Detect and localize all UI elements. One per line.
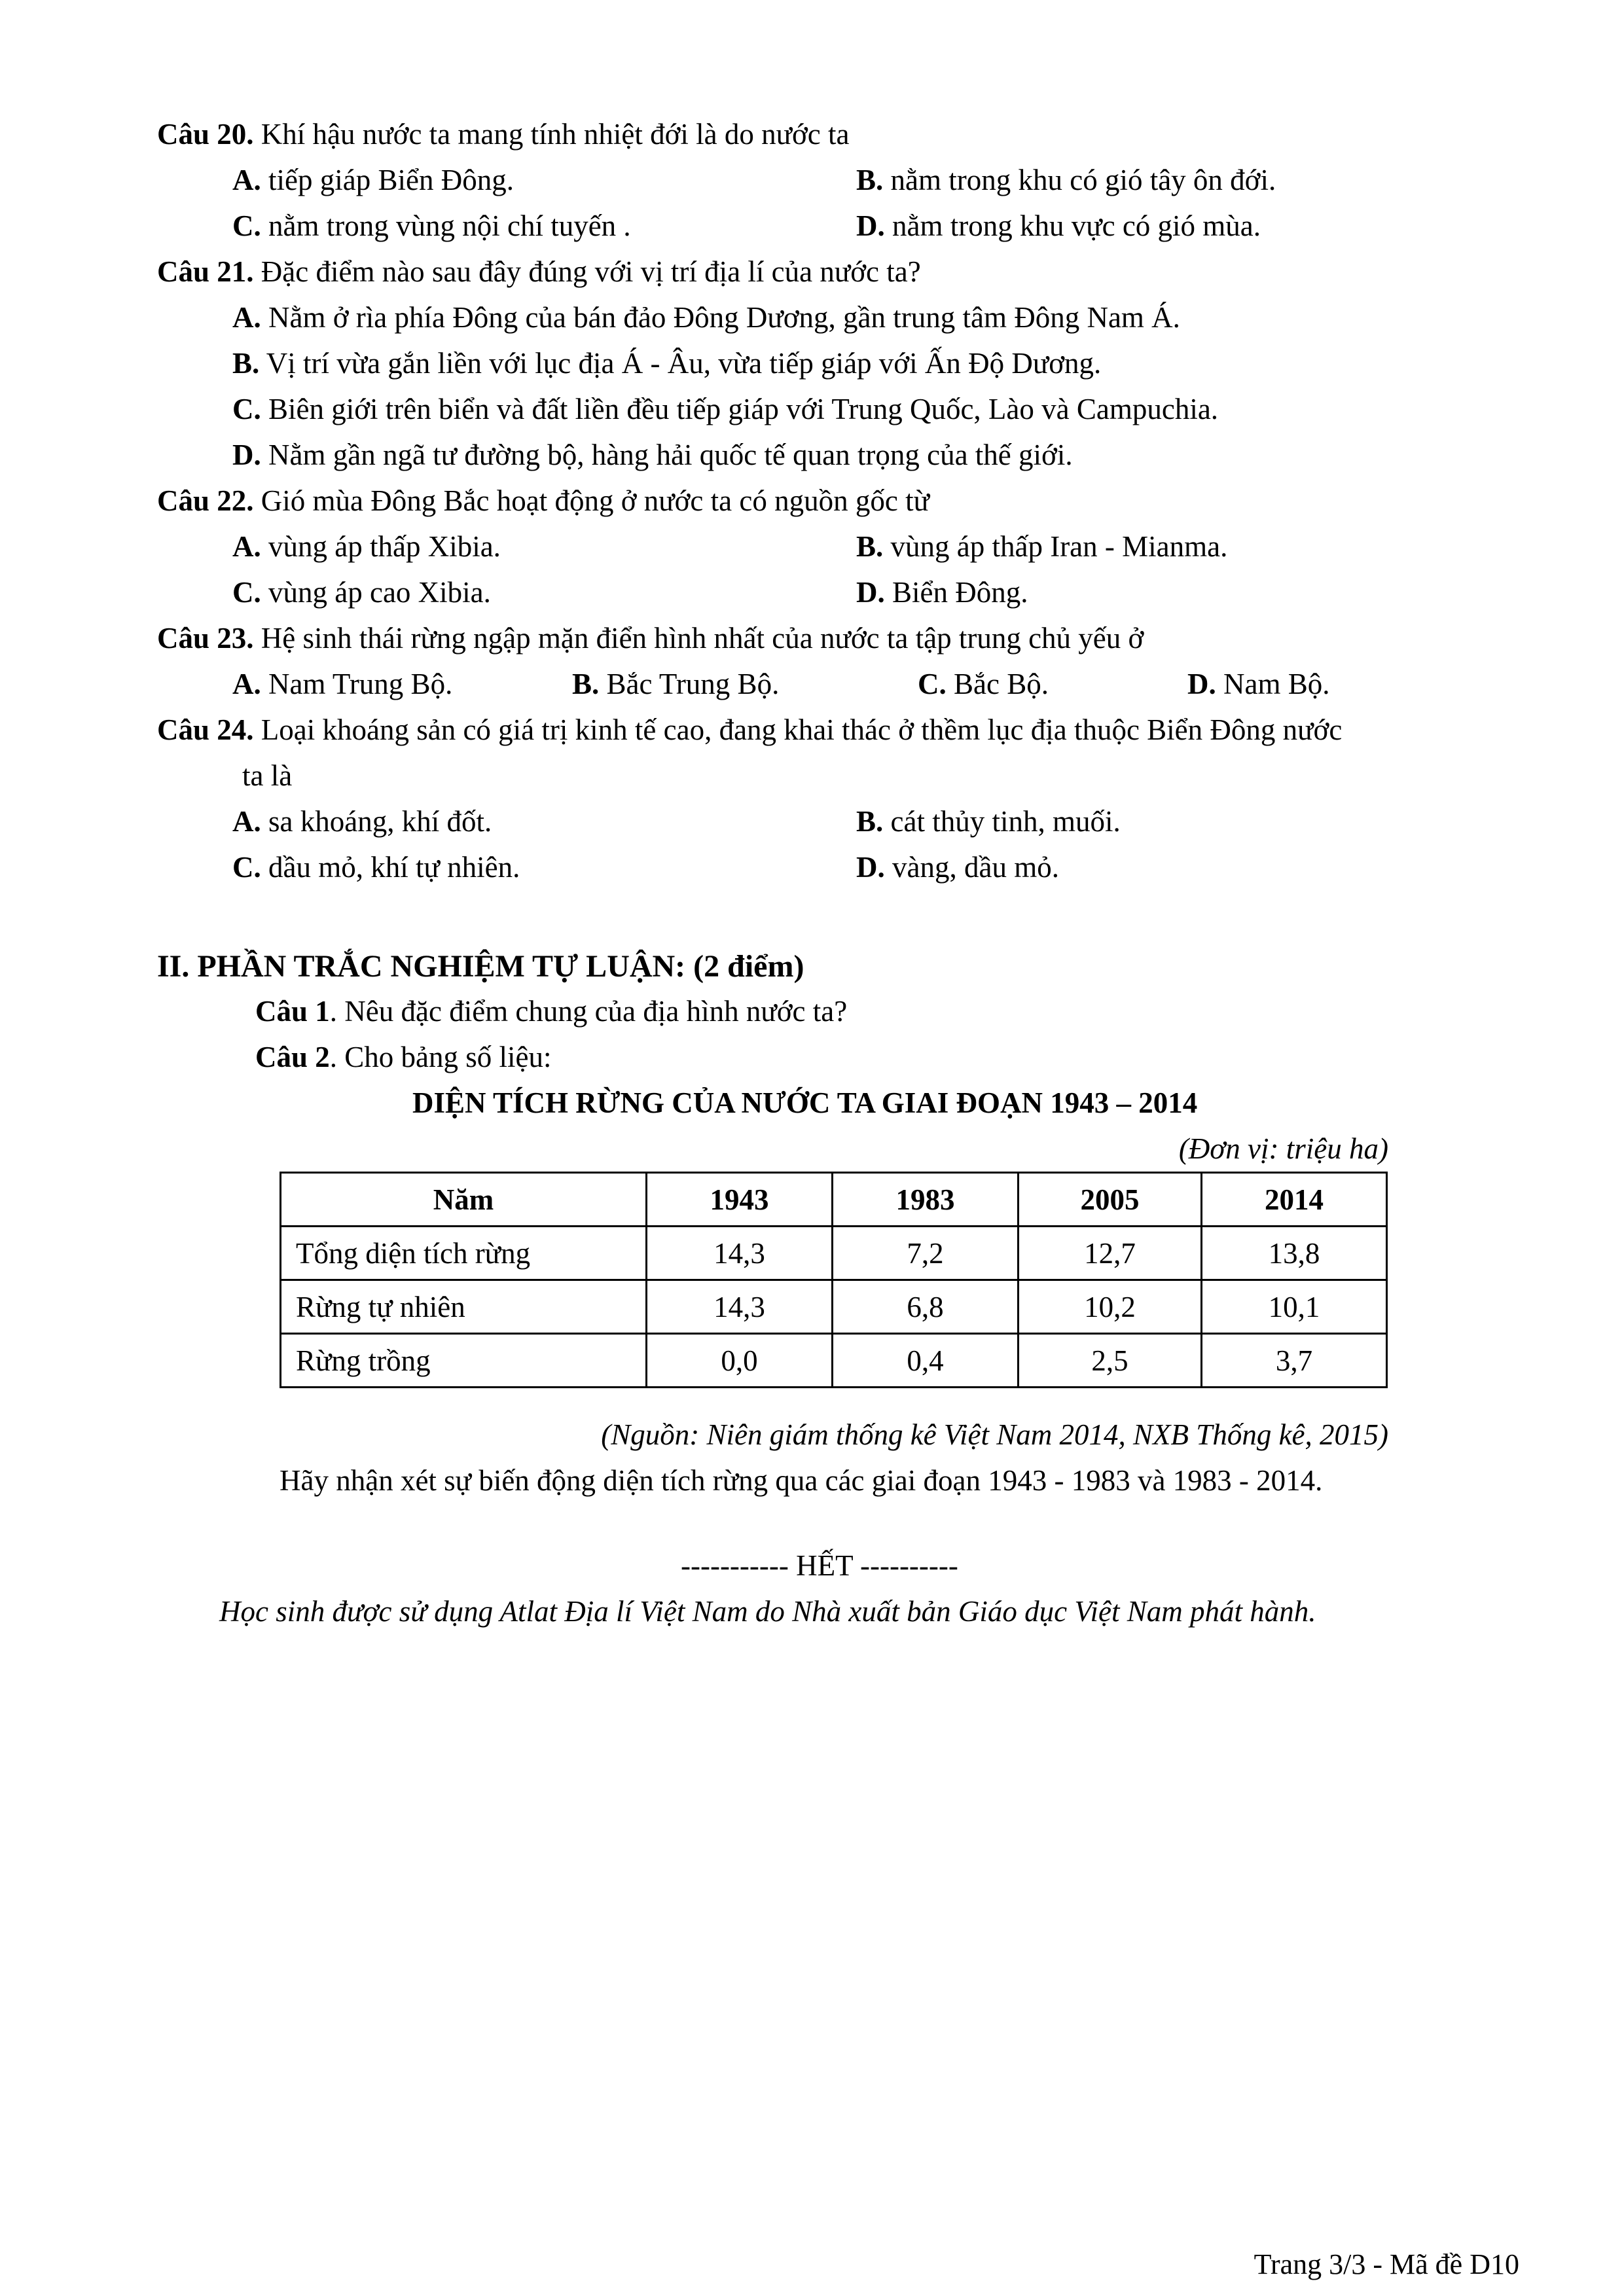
table-cell: 10,1 — [1202, 1280, 1387, 1334]
option-c[interactable]: C. Bắc Bộ. — [918, 668, 1049, 700]
essay-instruction: Hãy nhận xét sự biến động diện tích rừng qua các giai đoạn 1943 - 1983 và 1983 - 2014. — [280, 1464, 1323, 1497]
option-c[interactable]: C. vùng áp cao Xibia. — [232, 576, 491, 609]
table-source: (Nguồn: Niên giám thống kê Việt Nam 2014, NXB Thống kê, 2015) — [601, 1418, 1388, 1451]
table-cell: 14,3 — [647, 1227, 833, 1280]
option-c[interactable]: C. dầu mỏ, khí tự nhiên. — [232, 851, 520, 884]
question-20 — [157, 120, 850, 149]
option-d[interactable]: D. nằm trong khu vực có gió mùa. — [856, 209, 1261, 242]
question-24 — [157, 715, 1342, 745]
option-a[interactable]: A. vùng áp thấp Xibia. — [232, 530, 501, 563]
end-mark: ----------- HẾT ---------- — [681, 1549, 958, 1582]
option-c[interactable]: C. nằm trong vùng nội chí tuyến . — [232, 209, 631, 242]
option-d[interactable]: D. Nam Bộ. — [1187, 668, 1330, 700]
table-cell: 12,7 — [1019, 1227, 1202, 1280]
essay-question-2: Câu 2. Cho bảng số liệu: — [255, 1041, 552, 1073]
question-label: Câu 22. — [157, 484, 254, 517]
table-unit: (Đơn vị: triệu ha) — [1178, 1132, 1388, 1165]
question-text: Loại khoáng sản có giá trị kinh tế cao, đang khai thác ở thềm lục địa thuộc Biển Đông nước — [253, 713, 1343, 746]
table-title: DIỆN TÍCH RỪNG CỦA NƯỚC TA GIAI ĐOẠN 1943 – 2014 — [412, 1086, 1198, 1119]
question-21 — [157, 257, 921, 287]
option-a[interactable]: A. Nằm ở rìa phía Đông của bán đảo Đông Dương, gần trung tâm Đông Nam Á. — [232, 301, 1180, 334]
option-b[interactable]: B. cát thủy tinh, muối. — [856, 805, 1121, 838]
table-row — [281, 1227, 1387, 1280]
table-cell: 6,8 — [833, 1280, 1019, 1334]
question-label: Câu 21. — [157, 255, 254, 288]
header-cell: 2005 — [1019, 1173, 1202, 1227]
question-text-continued: ta là — [242, 759, 293, 792]
header-cell: 1943 — [647, 1173, 833, 1227]
question-label: Câu 23. — [157, 622, 254, 655]
table-cell: 0,4 — [833, 1334, 1019, 1388]
table-row — [281, 1334, 1387, 1388]
question-text: Đặc điểm nào sau đây đúng với vị trí địa lí của nước ta? — [253, 255, 921, 288]
option-b[interactable]: B. Bắc Trung Bộ. — [572, 668, 780, 700]
question-22 — [157, 486, 929, 516]
forest-area-table — [280, 1172, 1388, 1388]
option-d[interactable]: D. Nằm gần ngã tư đường bộ, hàng hải quốc tế quan trọng của thế giới. — [232, 439, 1073, 471]
option-b[interactable]: B. Vị trí vừa gắn liền với lục địa Á - Âu, vừa tiếp giáp với Ấn Độ Dương. — [232, 347, 1102, 380]
table-cell: 0,0 — [647, 1334, 833, 1388]
section-heading: II. PHẦN TRẮC NGHIỆM TỰ LUẬN: (2 điểm) — [157, 949, 804, 984]
option-d[interactable]: D. Biển Đông. — [856, 576, 1028, 609]
table-cell: 3,7 — [1202, 1334, 1387, 1388]
table-cell: 2,5 — [1019, 1334, 1202, 1388]
row-label: Rừng trồng — [281, 1334, 647, 1388]
essay-question-1: Câu 1. Nêu đặc điểm chung của địa hình nước ta? — [255, 995, 848, 1028]
header-cell: 1983 — [833, 1173, 1019, 1227]
question-label: Câu 20. — [157, 118, 254, 151]
option-b[interactable]: B. nằm trong khu có gió tây ôn đới. — [856, 164, 1276, 196]
option-c[interactable]: C. Biên giới trên biển và đất liền đều tiếp giáp với Trung Quốc, Lào và Campuchia. — [232, 393, 1219, 425]
row-label: Rừng tự nhiên — [281, 1280, 647, 1334]
header-cell: Năm — [281, 1173, 647, 1227]
table-row — [281, 1280, 1387, 1334]
table-header-row — [281, 1173, 1387, 1227]
page-footer: Trang 3/3 - Mã đề D10 — [1254, 2248, 1519, 2280]
row-label: Tổng diện tích rừng — [281, 1227, 647, 1280]
question-label: Câu 24. — [157, 713, 254, 746]
table-cell: 14,3 — [647, 1280, 833, 1334]
option-a[interactable]: A. tiếp giáp Biển Đông. — [232, 164, 514, 196]
option-a[interactable]: A. Nam Trung Bộ. — [232, 668, 453, 700]
header-cell: 2014 — [1202, 1173, 1387, 1227]
question-text: Hệ sinh thái rừng ngập mặn điển hình nhất của nước ta tập trung chủ yếu ở — [253, 622, 1144, 655]
option-d[interactable]: D. vàng, dầu mỏ. — [856, 851, 1059, 884]
question-23 — [157, 624, 1144, 653]
question-text: Gió mùa Đông Bắc hoạt động ở nước ta có nguồn gốc từ — [253, 484, 929, 517]
table-cell: 13,8 — [1202, 1227, 1387, 1280]
table-cell: 7,2 — [833, 1227, 1019, 1280]
option-b[interactable]: B. vùng áp thấp Iran - Mianma. — [856, 530, 1228, 563]
table-cell: 10,2 — [1019, 1280, 1202, 1334]
option-a[interactable]: A. sa khoáng, khí đốt. — [232, 805, 492, 838]
question-text: Khí hậu nước ta mang tính nhiệt đới là do nước ta — [253, 118, 850, 151]
atlas-note: Học sinh được sử dụng Atlat Địa lí Việt Nam do Nhà xuất bản Giáo dục Việt Nam phát hành. — [219, 1595, 1316, 1628]
